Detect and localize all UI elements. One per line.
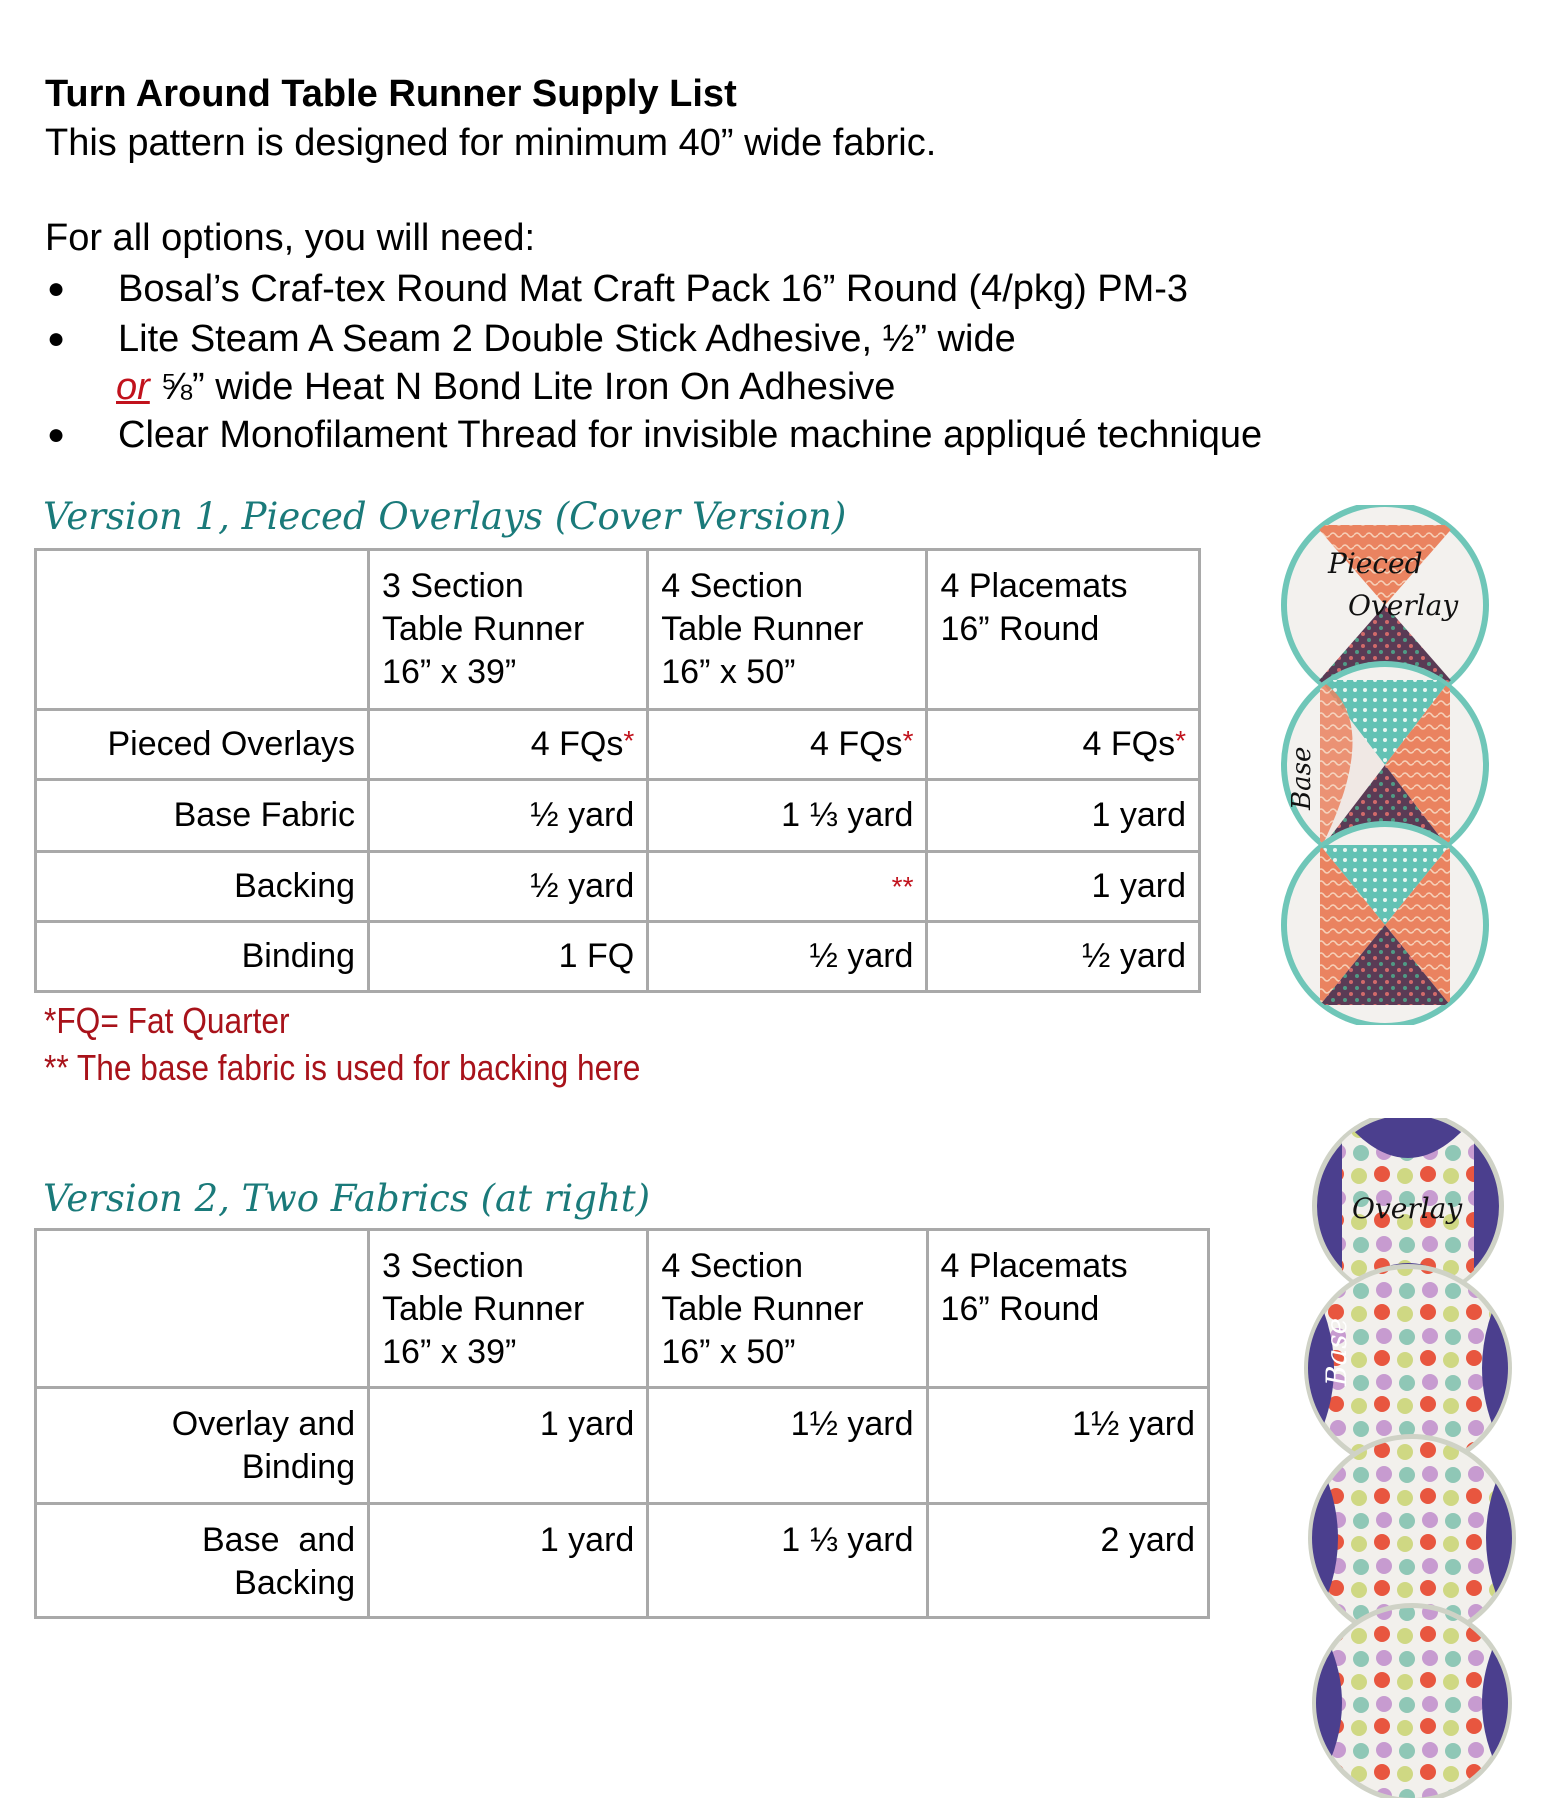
table-cell: 1½ yard	[648, 1388, 927, 1504]
runner-circle	[1281, 821, 1489, 1025]
table-header-row	[36, 550, 1200, 710]
runner-circle	[1280, 1603, 1538, 1798]
intro-text: For all options, you will need:	[45, 217, 536, 259]
photo-label-overlay: Overlay	[1352, 1192, 1463, 1225]
table-cell: 1 yard	[369, 1388, 648, 1504]
version1-heading: Version 1, Pieced Overlays (Cover Version)	[43, 495, 847, 538]
bullet-continuation	[116, 364, 1425, 410]
table-cell: ½ yard	[369, 852, 648, 922]
table-cell: 4 FQs*	[927, 710, 1200, 780]
bullet-icon: ●	[47, 322, 66, 355]
pieced-runner-photo	[1270, 505, 1500, 1025]
footnote-backing: ** The base fabric is used for backing here	[44, 1047, 641, 1088]
row-label: Pieced Overlays	[36, 710, 369, 780]
table-cell: ½ yard	[648, 922, 927, 992]
table-row	[36, 1388, 1209, 1504]
bullet-text: Bosal’s Craf-tex Round Mat Craft Pack 16” Round (4/pkg) PM-3	[118, 268, 1189, 310]
header-cell: 3 Section Table Runner 16” x 39”	[369, 1230, 648, 1388]
header-cell: 4 Placemats 16” Round	[927, 1230, 1208, 1388]
table-cell: 1 yard	[927, 852, 1200, 922]
header-empty-cell	[36, 550, 369, 710]
table-header-row	[36, 1230, 1209, 1388]
photo-label-base: Base	[1287, 746, 1317, 810]
table-cell: ½ yard	[927, 922, 1200, 992]
row-label: Overlay and Binding	[36, 1388, 369, 1504]
header-empty-cell	[36, 1230, 369, 1388]
version2-table	[34, 1228, 1210, 1619]
footnote-fq: *FQ= Fat Quarter	[44, 1000, 290, 1041]
photo-label-pieced: Pieced	[1328, 547, 1423, 580]
bullet-item	[45, 314, 1425, 410]
bullet-text: Clear Monofilament Thread for invisible machine appliqué technique	[118, 414, 1263, 456]
table-cell: ½ yard	[369, 780, 648, 852]
table-row	[36, 1504, 1209, 1618]
or-text: or	[116, 366, 150, 408]
row-label: Base Fabric	[36, 780, 369, 852]
table-cell: 1 FQ	[369, 922, 648, 992]
table-cell: 1 ⅓ yard	[648, 1504, 927, 1618]
bullet-continuation-text: ⅝” wide Heat N Bond Lite Iron On Adhesive	[149, 366, 896, 408]
bullet-text: Lite Steam A Seam 2 Double Stick Adhesive, ½” wide	[118, 318, 1016, 360]
table-cell: 4 FQs*	[369, 710, 648, 780]
photo-label-base: Base	[1320, 1317, 1353, 1386]
table-cell: 2 yard	[927, 1504, 1208, 1618]
row-label: Base and Backing	[36, 1504, 369, 1618]
version2-heading: Version 2, Two Fabrics (at right)	[43, 1177, 651, 1220]
table-cell: 1 ⅓ yard	[648, 780, 927, 852]
header-cell: 3 Section Table Runner 16” x 39”	[369, 550, 648, 710]
table-row	[36, 780, 1200, 852]
row-label: Backing	[36, 852, 369, 922]
header-cell: 4 Placemats 16” Round	[927, 550, 1200, 710]
table-row	[36, 710, 1200, 780]
bullet-item	[45, 264, 1425, 314]
table-cell: 4 FQs*	[648, 710, 927, 780]
table-cell: **	[648, 852, 927, 922]
bullet-icon: ●	[47, 272, 66, 305]
page-subtitle: This pattern is designed for minimum 40” wide fabric.	[45, 122, 937, 164]
table-cell: 1 yard	[369, 1504, 648, 1618]
two-fabric-runner-photo	[1280, 1118, 1538, 1798]
bullet-item	[45, 410, 1425, 460]
row-label: Binding	[36, 922, 369, 992]
table-cell: 1½ yard	[927, 1388, 1208, 1504]
header-cell: 4 Section Table Runner 16” x 50”	[648, 550, 927, 710]
header-cell: 4 Section Table Runner 16” x 50”	[648, 1230, 927, 1388]
supply-bullets	[45, 264, 1425, 460]
table-row	[36, 852, 1200, 922]
photo-label-overlay: Overlay	[1348, 589, 1459, 622]
version1-table	[34, 548, 1201, 993]
page-title: Turn Around Table Runner Supply List	[45, 73, 737, 115]
table-row	[36, 922, 1200, 992]
bullet-icon: ●	[47, 418, 66, 451]
table-cell: 1 yard	[927, 780, 1200, 852]
